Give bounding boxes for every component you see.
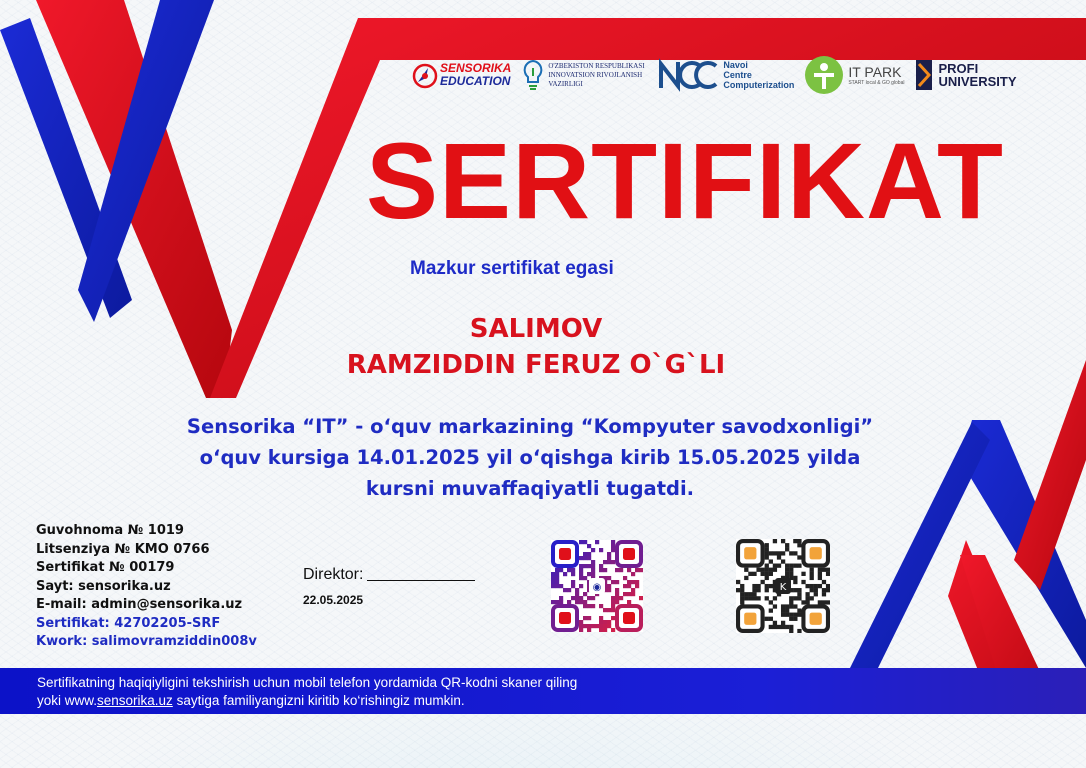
recipient-given-name: RAMZIDDIN FERUZ O`G`LI xyxy=(346,350,726,380)
ncc-line1: Navoi xyxy=(723,60,748,70)
it-park-tagline: START local & GO global xyxy=(848,80,905,86)
certificate-subtitle: Mazkur sertifikat egasi xyxy=(410,258,614,279)
info-website: Sayt: sensorika.uz xyxy=(36,578,171,594)
body-line-2: o‘quv kursiga 14.01.2025 yil o‘qishga kirib 15.05.2025 yilda xyxy=(199,446,861,469)
it-park-logo xyxy=(804,55,904,95)
certificate-title: SERTIFIKAT xyxy=(366,120,1004,241)
ministry-logo-text: O'ZBEKISTON RESPUBLIKASI INNOVATSION RIVOJLANISH VAZIRLIGI xyxy=(548,61,645,88)
certificate-info xyxy=(36,522,257,652)
sensorika-emblem-icon xyxy=(412,60,438,90)
red-stripe-right xyxy=(1014,360,1086,590)
qr-code-sensorika[interactable] xyxy=(551,540,643,632)
qr-code-kwork[interactable] xyxy=(736,539,830,633)
it-park-emblem-icon xyxy=(804,55,844,95)
profi-university-logo xyxy=(914,58,1016,92)
ncc-line2: Centre xyxy=(723,70,752,80)
it-park-name: IT PARK xyxy=(848,64,902,80)
footer-prefix: yoki www. xyxy=(37,693,98,708)
lightbulb-icon xyxy=(521,58,545,92)
info-email: E-mail: admin@sensorika.uz xyxy=(36,597,243,612)
body-line-1: Sensorika “IT” - o‘quv markazining “Kompyuter savodxonligi” xyxy=(186,415,874,438)
partner-logos xyxy=(412,50,1027,100)
footer-line-1: Sertifikatning haqiqiyligini tekshirish uchun mobil telefon yordamida QR-kodni skaner qiling xyxy=(37,675,578,690)
profi-emblem-icon xyxy=(914,58,934,92)
profi-line1: PROFI xyxy=(938,61,979,76)
info-kwork: Kwork: salimovramziddin008v xyxy=(36,634,257,649)
body-line-3: kursni muvaffaqiyatli tugatdi. xyxy=(365,477,695,500)
director-label: Direktor: xyxy=(303,566,364,583)
sensorika-logo-bottom: EDUCATION xyxy=(440,74,511,88)
ncc-logo xyxy=(658,58,794,92)
footer-website-link[interactable]: sensorika.uz xyxy=(97,693,173,708)
sensorika-logo xyxy=(412,60,511,90)
signature-line xyxy=(367,580,475,581)
ministry-logo xyxy=(521,58,648,92)
sensorika-logo-top: SENSORIKA xyxy=(440,61,512,75)
footer-suffix: saytiga familiyangizni kiritib ko‘rishingiz mumkin. xyxy=(172,693,465,708)
svg-text:K: K xyxy=(779,582,787,593)
info-sertifikat-no: Sertifikat № 00179 xyxy=(36,560,175,575)
recipient-surname: SALIMOV xyxy=(469,314,603,344)
certificate-body xyxy=(80,411,980,504)
ncc-emblem-icon xyxy=(658,58,720,92)
info-certificate-id: Sertifikat: 42702205-SRF xyxy=(36,615,221,631)
profi-line2: UNIVERSITY xyxy=(938,74,1017,89)
footer-banner xyxy=(0,668,1086,714)
svg-text:◉: ◉ xyxy=(592,582,602,593)
issue-date: 22.05.2025 xyxy=(303,593,364,607)
info-litsenziya: Litsenziya № KMO 0766 xyxy=(36,541,210,557)
info-guvohnoma: Guvohnoma № 1019 xyxy=(36,523,184,538)
ncc-line3: Computerization xyxy=(723,80,795,90)
director-signature xyxy=(303,566,475,584)
footer-line-2 xyxy=(37,692,465,710)
